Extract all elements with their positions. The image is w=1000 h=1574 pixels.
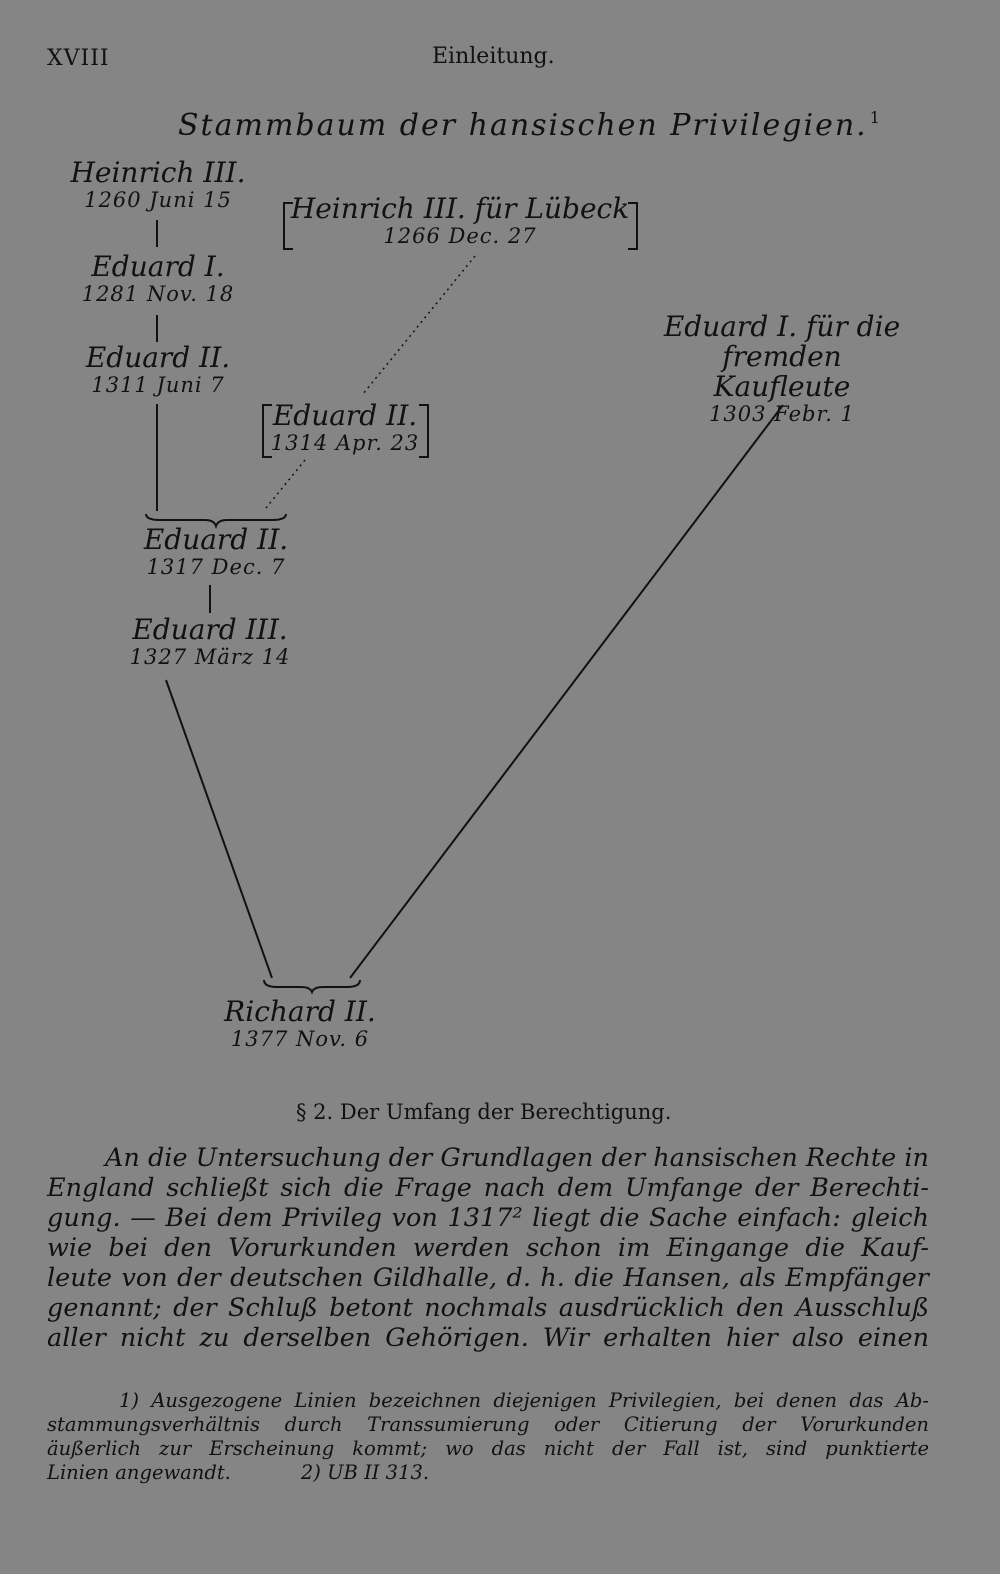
node-heinrich3-luebeck bbox=[290, 194, 630, 248]
node-date: 1377 Nov. 6 bbox=[230, 1027, 370, 1051]
body-line: genannt; der Schluß betont nochmals ausdrücklich den Ausschluß bbox=[47, 1293, 929, 1323]
node-date: 1260 Juni 15 bbox=[84, 188, 232, 212]
node-name: Heinrich III. bbox=[70, 156, 246, 189]
node-date: 1281 Nov. 18 bbox=[81, 282, 235, 306]
dotted-1314-to-1317 bbox=[266, 460, 305, 508]
footnotes bbox=[47, 1389, 929, 1485]
node-date: 1314 Apr. 23 bbox=[270, 431, 420, 455]
section-heading bbox=[296, 1100, 671, 1124]
node-name: Eduard III. bbox=[132, 613, 288, 646]
node-name-line2: fremden Kaufleute bbox=[713, 340, 851, 403]
node-name: Heinrich III. für Lübeck bbox=[290, 192, 630, 225]
body-line: wie bei den Vorurkunden werden schon im Eingange die Kauf- bbox=[47, 1233, 929, 1263]
body-line: England schließt sich die Frage nach dem Umfange der Berechti- bbox=[47, 1173, 929, 1203]
node-eduard1-1281 bbox=[58, 252, 258, 306]
footnote-line-last bbox=[47, 1461, 929, 1485]
body-line: gung. — Bei dem Privileg von 1317² liegt die Sache einfach: gleich bbox=[47, 1203, 929, 1233]
node-eduard3-1327 bbox=[110, 615, 310, 669]
node-eduard1-fremde bbox=[652, 312, 912, 426]
line-1303-to-1377 bbox=[350, 405, 783, 978]
footnote-1-end: Linien angewandt. bbox=[47, 1461, 231, 1484]
node-name: Eduard I. bbox=[91, 250, 225, 283]
page-number: XVIII bbox=[47, 46, 110, 71]
node-date: 1266 Dec. 27 bbox=[383, 224, 537, 248]
node-name: Eduard II. bbox=[143, 523, 289, 556]
tree-title-text: Stammbaum der hansischen Privilegien. bbox=[178, 108, 868, 143]
section-title: Der Umfang der Berechtigung. bbox=[339, 1100, 672, 1124]
node-name-line1: Eduard I. für die bbox=[663, 310, 901, 343]
body-line: aller nicht zu derselben Gehörigen. Wir erhalten hier also einen bbox=[47, 1323, 929, 1353]
node-eduard2-1317 bbox=[116, 525, 316, 579]
node-name: Eduard II. bbox=[272, 399, 418, 432]
section-number: § 2. bbox=[296, 1100, 334, 1124]
dotted-luebeck-to-1314 bbox=[363, 256, 475, 394]
line-1327-to-1377 bbox=[166, 680, 272, 978]
node-heinrich3-1260 bbox=[58, 158, 258, 212]
body-paragraph bbox=[47, 1143, 929, 1353]
running-title: Einleitung. bbox=[432, 44, 555, 69]
tree-title-footnote-ref: 1 bbox=[869, 108, 882, 127]
footnote-line: äußerlich zur Erscheinung kommt; wo das nicht der Fall ist, sind punktierte bbox=[47, 1437, 929, 1460]
body-line: leute von der deutschen Gildhalle, d. h. die Hansen, als Empfänger bbox=[47, 1263, 929, 1293]
footnote-line: 1) Ausgezogene Linien bezeichnen diejenigen Privilegien, bei denen das Ab- bbox=[119, 1389, 929, 1412]
footnote-2: 2) UB II 313. bbox=[300, 1461, 430, 1484]
node-richard2-1377 bbox=[200, 997, 400, 1051]
node-name: Richard II. bbox=[224, 995, 376, 1028]
node-eduard2-1311 bbox=[58, 343, 258, 397]
node-date: 1303 Febr. 1 bbox=[709, 402, 855, 426]
brace-1377 bbox=[264, 980, 360, 992]
node-date: 1317 Dec. 7 bbox=[146, 555, 286, 579]
node-name: Eduard II. bbox=[85, 341, 231, 374]
node-date: 1327 März 14 bbox=[129, 645, 291, 669]
node-date: 1311 Juni 7 bbox=[91, 373, 225, 397]
node-eduard2-1314 bbox=[266, 401, 424, 455]
body-line: An die Untersuchung der Grundlagen der hansischen Rechte in bbox=[105, 1143, 929, 1173]
footnote-line: stammungsverhältnis durch Transsumierung oder Citierung der Vorurkunden bbox=[47, 1413, 929, 1436]
